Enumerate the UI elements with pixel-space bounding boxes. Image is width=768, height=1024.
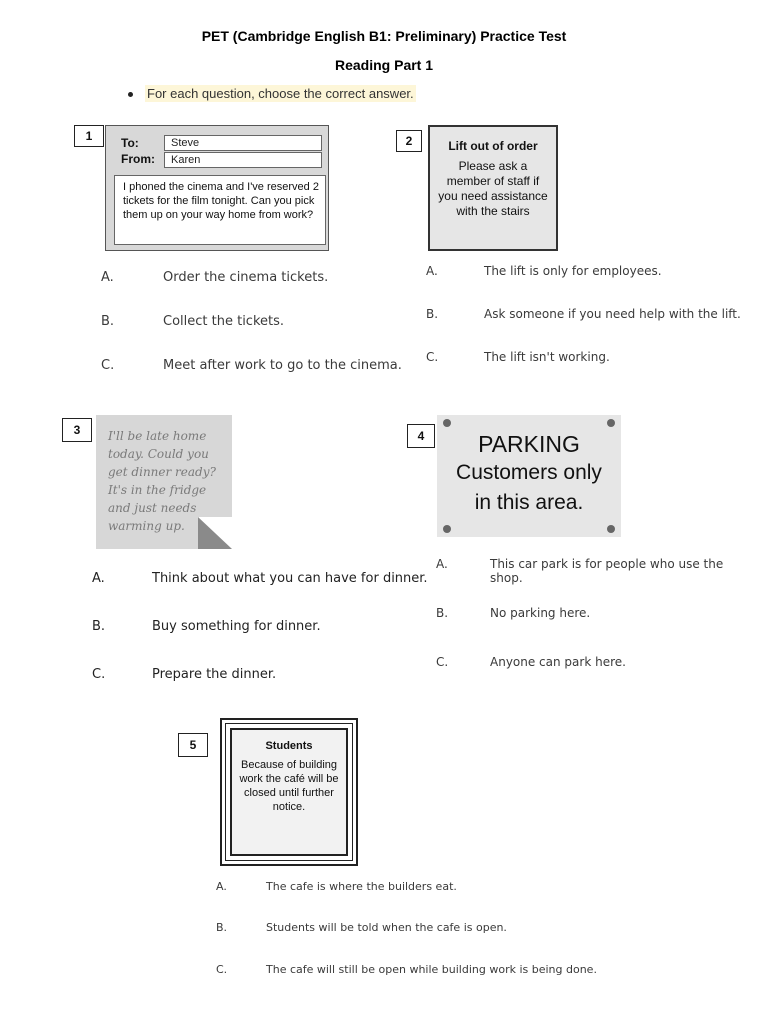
- parking-sign-picture: [437, 415, 621, 537]
- question-number-1: 1: [74, 125, 104, 147]
- notice-body: Because of building work the café will be closed until further notice.: [239, 759, 339, 813]
- option-letter: A.: [426, 264, 438, 278]
- question-number-3: 3: [62, 418, 92, 442]
- screw-icon: [443, 419, 451, 427]
- option-text: Collect the tickets.: [163, 314, 285, 329]
- option-letter: C.: [216, 963, 228, 976]
- option-text: Ask someone if you need help with the lift.: [484, 307, 741, 321]
- question-number-5: 5: [178, 733, 208, 757]
- sign-body: Please ask a member of staff if you need assistance with the stairs: [438, 159, 548, 218]
- q5-options: [216, 880, 616, 980]
- option-text: The cafe will still be open while building work is being done.: [266, 963, 597, 976]
- option-text: Students will be told when the cafe is open.: [266, 921, 507, 934]
- email-message-picture: [105, 125, 329, 251]
- screw-icon: [607, 525, 615, 533]
- sign-heading: Lift out of order: [448, 139, 538, 153]
- lift-sign-picture: [428, 125, 558, 251]
- option-letter: B.: [426, 307, 439, 321]
- bullet-icon: [128, 92, 133, 97]
- option-text: Buy something for dinner.: [152, 619, 321, 634]
- q4-options: [436, 557, 756, 677]
- sign-heading: PARKING: [478, 431, 580, 457]
- instruction: [128, 86, 416, 101]
- option-text: Meet after work to go to the cinema.: [163, 358, 402, 373]
- option-letter: B.: [216, 921, 228, 934]
- option-text: Anyone can park here.: [490, 655, 626, 669]
- from-field: Karen: [164, 152, 322, 168]
- option-letter: C.: [101, 358, 115, 373]
- option-letter: A.: [92, 571, 105, 586]
- option-letter: B.: [92, 619, 106, 634]
- option-letter: C.: [426, 350, 439, 364]
- notice-heading: Students: [265, 740, 313, 752]
- option-text: This car park is for people who use the shop.: [490, 557, 724, 585]
- option-text: No parking here.: [490, 606, 591, 620]
- from-label: From:: [121, 152, 155, 166]
- to-label: To:: [121, 136, 139, 150]
- sign-line-2: in this area.: [474, 491, 584, 514]
- page-subtitle: Reading Part 1: [334, 57, 434, 73]
- option-letter: A.: [216, 880, 227, 893]
- message-body: I phoned the cinema and I've reserved 2 tickets for the film tonight. Can you pick them up on your way home from work?: [114, 175, 326, 245]
- option-text: The cafe is where the builders eat.: [266, 880, 457, 893]
- option-text: The lift isn't working.: [484, 350, 610, 364]
- option-text: Order the cinema tickets.: [163, 270, 329, 285]
- page-title: PET (Cambridge English B1: Preliminary) Practice Test: [201, 28, 567, 44]
- cafe-notice-picture: [220, 718, 358, 866]
- note-text: I'll be late home today. Could you get dinner ready? It's in the fridge and just needs warming up.: [108, 429, 216, 533]
- question-number-4: 4: [407, 424, 435, 448]
- option-letter: B.: [101, 314, 115, 329]
- option-letter: A.: [436, 557, 448, 571]
- to-field: Steve: [164, 135, 322, 151]
- instruction-text: For each question, choose the correct answer.: [147, 86, 414, 101]
- sign-line-1: Customers only: [456, 461, 602, 484]
- option-letter: B.: [436, 606, 449, 620]
- screw-icon: [443, 525, 451, 533]
- q1-options: [101, 270, 431, 380]
- q3-options: [92, 571, 432, 691]
- screw-icon: [607, 419, 615, 427]
- note-fold-icon: [198, 517, 232, 549]
- option-letter: C.: [92, 667, 106, 682]
- notice-panel: [230, 728, 348, 856]
- question-number-2: 2: [396, 130, 422, 152]
- q2-options: [426, 264, 761, 374]
- sticky-note-picture: [96, 415, 232, 549]
- option-text: The lift is only for employees.: [484, 264, 662, 278]
- option-text: Think about what you can have for dinner.: [152, 571, 428, 586]
- option-letter: A.: [101, 270, 114, 285]
- option-letter: C.: [436, 655, 449, 669]
- option-text: Prepare the dinner.: [152, 667, 277, 682]
